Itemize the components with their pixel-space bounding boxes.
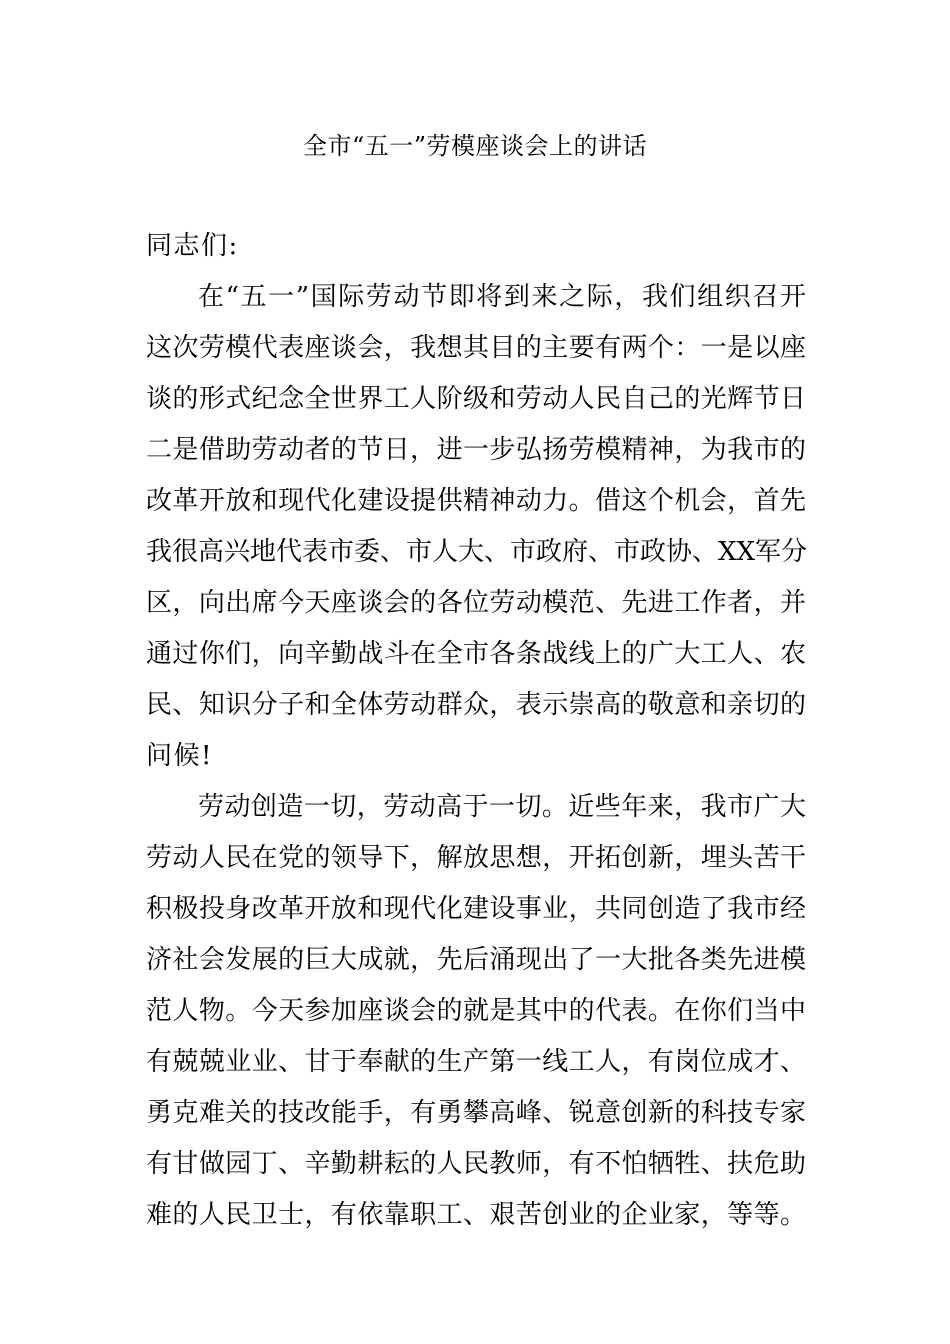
paragraph-2-line-6: 有兢兢业业、甘于奉献的生产第一线工人，有岗位成才、 [146, 1047, 806, 1077]
paragraph-1-line-2: 这次劳模代表座谈会，我想其目的主要有两个：一是以座 [146, 333, 806, 363]
paragraph-1-line-5: 改革开放和现代化建设提供精神动力。借这个机会，首先 [146, 486, 806, 516]
paragraph-1-line-9: 民、知识分子和全体劳动群众，表示崇高的敬意和亲切的 [146, 690, 806, 720]
paragraph-2-line-3: 积极投身改革开放和现代化建设事业，共同创造了我市经 [146, 894, 806, 924]
paragraph-2-line-5: 范人物。今天参加座谈会的就是其中的代表。在你们当中 [146, 996, 806, 1026]
paragraph-2-line-7: 勇克难关的技改能手，有勇攀高峰、锐意创新的科技专家 [146, 1098, 806, 1128]
document-title: 全市“五一”劳模座谈会上的讲话 [302, 132, 648, 160]
paragraph-1-line-4: 二是借助劳动者的节日，进一步弘扬劳模精神，为我市的 [146, 435, 806, 465]
paragraph-1-line-6: 我很高兴地代表市委、市人大、市政府、市政协、XX军分 [146, 537, 808, 567]
paragraph-1-line-10: 问候! [146, 741, 213, 771]
paragraph-2-line-1: 劳动创造一切，劳动高于一切。近些年来，我市广大 [198, 792, 806, 822]
paragraph-1-line-8: 通过你们，向辛勤战斗在全市各条战线上的广大工人、农 [146, 639, 806, 669]
salutation: 同志们: [146, 231, 239, 261]
paragraph-1-line-1: 在“五一”国际劳动节即将到来之际，我们组织召开 [198, 282, 806, 312]
paragraph-2-line-2: 劳动人民在党的领导下，解放思想，开拓创新，埋头苦干 [146, 843, 806, 873]
paragraph-1-line-3: 谈的形式纪念全世界工人阶级和劳动人民自己的光辉节日 [146, 384, 806, 414]
paragraph-2-line-9: 难的人民卫士，有依靠职工、艰苦创业的企业家，等等。 [146, 1200, 806, 1230]
paragraph-2-line-8: 有甘做园丁、辛勤耕耘的人民教师，有不怕牺牲、扶危助 [146, 1149, 806, 1179]
paragraph-1-line-7: 区，向出席今天座谈会的各位劳动模范、先进工作者，并 [146, 588, 806, 618]
paragraph-2-line-4: 济社会发展的巨大成就，先后涌现出了一大批各类先进模 [146, 945, 806, 975]
